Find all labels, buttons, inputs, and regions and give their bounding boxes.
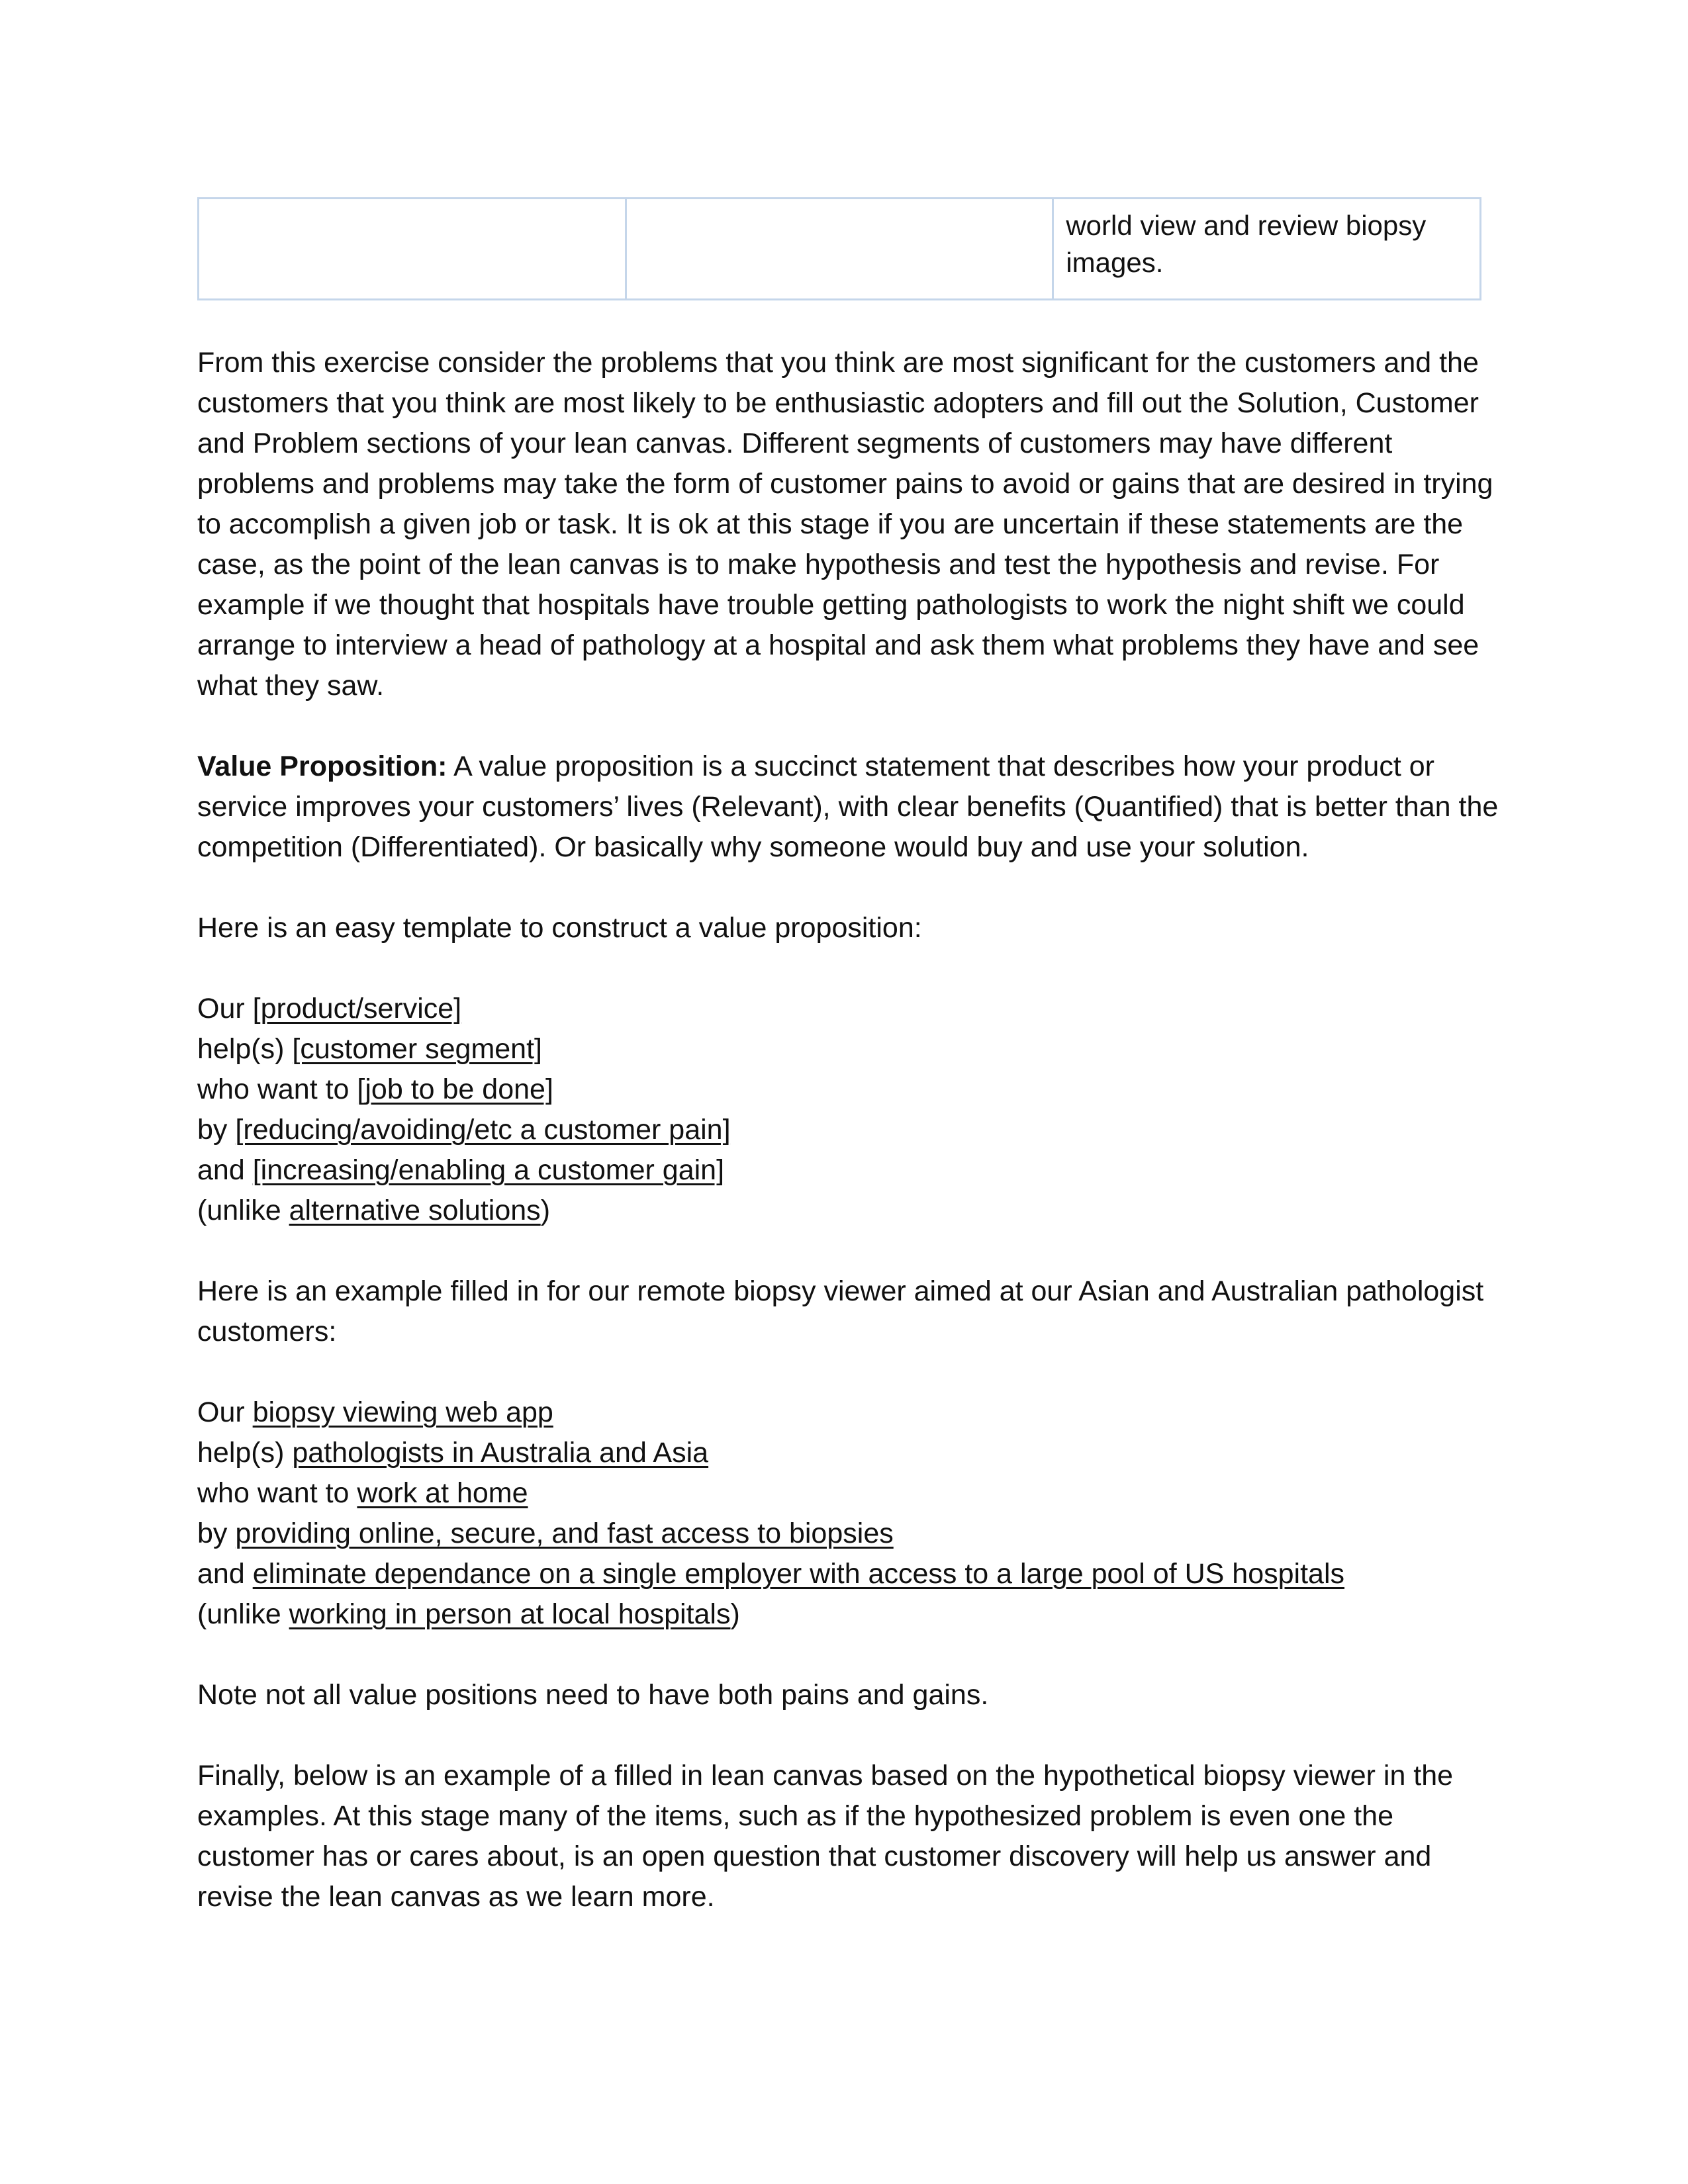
example-line (197, 1477, 528, 1509)
example-intro: Here is an example filled in for our remote biopsy viewer aimed at our Asian and Australian pathologist customers: (197, 1275, 1484, 1347)
line-prefix: by (197, 1114, 236, 1146)
template-block (197, 989, 1508, 1231)
template-line (197, 1114, 731, 1146)
table-cell-2 (627, 199, 1055, 298)
value-proposition-text: A value proposition is a succinct statement that describes how your product or service improves your customers’ lives (Relevant), with clear benefits (Quantified) that is better than the competition (Differentiated). Or basically why someone would buy and use your solution. (197, 751, 1499, 863)
template-line (197, 993, 461, 1024)
line-prefix: Our (197, 993, 253, 1024)
table-row (197, 197, 1481, 300)
table-cell-1 (199, 199, 627, 298)
line-prefix: Our (197, 1396, 253, 1428)
line-value: [increasing/enabling a customer gain] (252, 1154, 725, 1186)
template-line (197, 1073, 553, 1105)
line-prefix: help(s) (197, 1437, 293, 1469)
example-line (197, 1558, 1344, 1590)
value-proposition-paragraph (197, 747, 1508, 868)
line-prefix: (unlike (197, 1195, 289, 1226)
example-line (197, 1396, 553, 1428)
line-prefix: (unlike (197, 1598, 289, 1630)
example-line (197, 1598, 740, 1630)
line-prefix: by (197, 1518, 236, 1549)
line-value: [job to be done] (357, 1073, 553, 1105)
line-prefix: who want to (197, 1073, 357, 1105)
line-prefix: help(s) (197, 1033, 293, 1065)
template-line (197, 1154, 724, 1186)
line-value: providing online, secure, and fast access to biopsies (235, 1518, 894, 1549)
line-value: work at home (357, 1477, 528, 1509)
line-prefix: who want to (197, 1477, 357, 1509)
line-value: working in person at local hospitals (289, 1598, 731, 1630)
line-value: [customer segment] (292, 1033, 542, 1065)
note-paragraph: Note not all value positions need to have both pains and gains. (197, 1679, 989, 1711)
template-line (197, 1195, 550, 1226)
document-body (197, 343, 1508, 1958)
line-value: eliminate dependance on a single employer with access to a large pool of US hospitals (252, 1558, 1345, 1590)
line-value: pathologists in Australia and Asia (292, 1437, 709, 1469)
finally-paragraph: Finally, below is an example of a filled in lean canvas based on the hypothetical biopsy viewer in the examples. At this stage many of the items, such as if the hypothesized problem is even one the customer has or cares about, is an open question that customer discovery will help us answer and revise the lean canvas as we learn more. (197, 1760, 1454, 1913)
table-cell-3: world view and review biopsy images. (1066, 210, 1427, 278)
example-line (197, 1437, 708, 1469)
template-line (197, 1033, 542, 1065)
intro-paragraph: From this exercise consider the problems that you think are most significant for the customers and the customers that you think are most likely to be enthusiastic adopters and fill out the Solution, Customer and Problem sections of your lean canvas. Different segments of customers may have different problems and problems may take the form of customer pains to avoid or gains that are desired in trying to accomplish a given job or task. It is ok at this stage if you are uncertain if these statements are the case, as the point of the lean canvas is to make hypothesis and test the hypothesis and revise. For example if we thought that hospitals have trouble getting pathologists to work the night shift we could arrange to interview a head of pathology at a hospital and ask them what problems they have and see what they saw. (197, 347, 1493, 702)
line-prefix: and (197, 1558, 253, 1590)
example-line (197, 1518, 894, 1549)
template-intro: Here is an easy template to construct a value proposition: (197, 912, 922, 944)
line-value: [product/service] (252, 993, 462, 1024)
line-suffix: ) (540, 1195, 551, 1226)
line-value: alternative solutions (289, 1195, 541, 1226)
line-value: [reducing/avoiding/etc a customer pain] (235, 1114, 731, 1146)
line-value: biopsy viewing web app (252, 1396, 553, 1428)
line-prefix: and (197, 1154, 253, 1186)
example-block (197, 1392, 1508, 1635)
line-suffix: ) (730, 1598, 740, 1630)
value-proposition-label: Value Proposition: (197, 751, 447, 782)
